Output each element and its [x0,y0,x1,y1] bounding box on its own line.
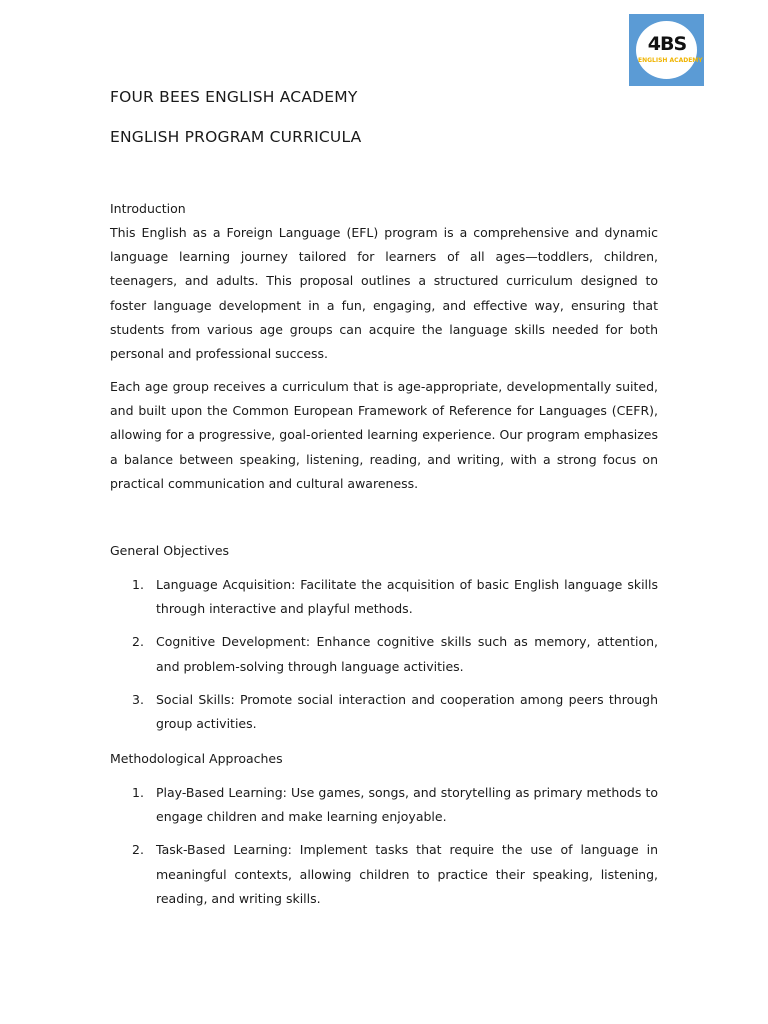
list-number: 2. [132,634,144,650]
logo-subtitle: ENGLISH ACADEMY [638,57,703,64]
objectives-list [110,573,658,736]
logo-mark: 4BS [647,33,687,55]
list-item-text: Social Skills: Promote social interaction and cooperation among peers through group activities. [156,691,658,732]
academy-logo [629,14,704,86]
list-number: 1. [132,785,144,800]
introduction-paragraph-2: Each age group receives a curriculum that is age-appropriate, developmentally suited, and built upon the Common European Framework of Reference for Languages (CEFR), allowing for a progressive, goal-oriented learning experience. Our program emphasizes a balance between speaking, listening, reading, and writing, with a strong focus on practical communication and cultural awareness. [110,379,658,491]
list-number: 3. [132,691,144,707]
list-item [110,838,658,911]
methods-heading: Methodological Approaches [110,751,283,766]
list-item [110,781,658,829]
list-number: 2. [132,842,144,858]
list-item [110,630,658,678]
introduction-paragraph-1: This English as a Foreign Language (EFL) program is a comprehensive and dynamic language learning journey tailored for learners of all ages—toddlers, children, teenagers, and adults. This proposal outlines a structured curriculum designed to foster language development in a fun, engaging, and effective way, ensuring that students from various age groups can acquire the language skills needed for both personal and professional success. [110,225,658,362]
objectives-heading: General Objectives [110,543,230,558]
list-item-text: Cognitive Development: Enhance cognitive skills such as memory, attention, and problem-solving through language activities. [156,634,658,674]
introduction-heading: Introduction [110,201,186,216]
methods-list [110,781,658,911]
list-item [110,573,658,621]
logo-circle [636,21,703,79]
list-item-text: Language Acquisition: Facilitate the acquisition of basic English language skills through interactive and playful methods. [156,577,658,617]
list-item [110,688,658,736]
list-item-text: Play-Based Learning: Use games, songs, and storytelling as primary methods to engage children and make learning enjoyable. [156,785,658,825]
list-number: 1. [132,577,144,592]
academy-name: FOUR BEES ENGLISH ACADEMY [110,88,358,106]
list-item-text: Task-Based Learning: Implement tasks that require the use of language in meaningful contexts, allowing children to practice their speaking, listening, reading, and writing skills. [156,842,658,906]
program-title: ENGLISH PROGRAM CURRICULA [110,128,362,146]
